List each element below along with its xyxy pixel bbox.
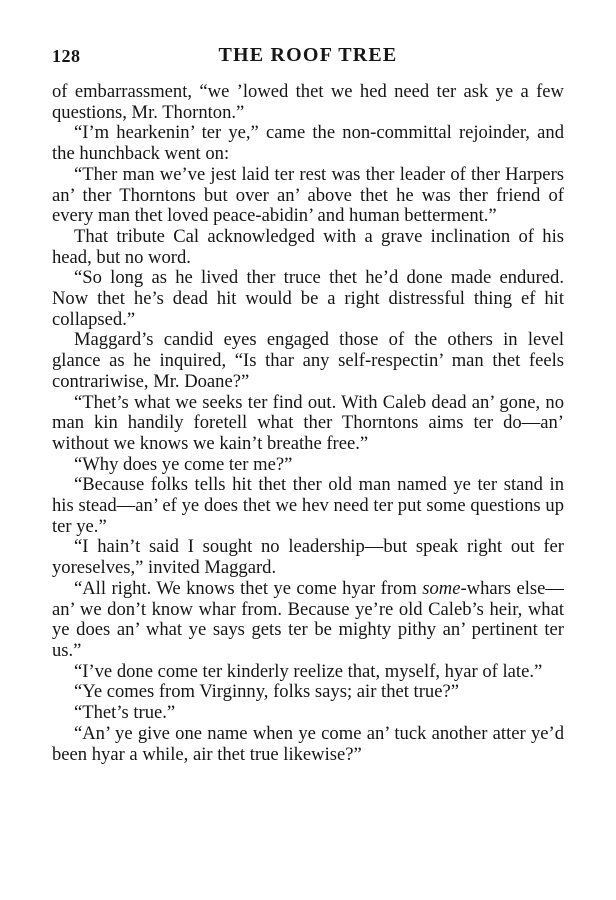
paragraph: “An’ ye give one name when ye come an’ tuck another atter ye’d been hyar a while, air thet true likewise?” [52, 722, 564, 765]
paragraph: “Because folks tells hit thet ther old man named ye ter stand in his stead—an’ ef ye does thet we hev need ter put some questions up ter ye.” [52, 474, 564, 537]
paragraph: “Ye comes from Virginny, folks says; air thet true?” [74, 681, 459, 703]
paragraph: “I’ve done come ter kinderly reelize that, myself, hyar of late.” [74, 660, 543, 682]
paragraph: “Thet’s true.” [74, 702, 176, 724]
paragraph: “I hain’t said I sought no leadership—but speak right out fer yoreselves,” invited Maggard. [52, 536, 564, 579]
body-text [52, 82, 564, 765]
page-header [52, 40, 564, 70]
paragraph: “I’m hearkenin’ ter ye,” came the non-committal rejoinder, and the hunchback went on: [52, 122, 564, 165]
page-number: 128 [52, 46, 81, 66]
paragraph: Maggard’s candid eyes engaged those of the others in level glance as he inquired, “Is thar any self-respectin’ man thet feels contrariwise, Mr. Doane?” [52, 329, 564, 392]
paragraph: of embarrassment, “we ’lowed thet we hed need ter ask ye a few questions, Mr. Thornton.” [52, 81, 564, 123]
italic-text: some- [422, 577, 467, 599]
paragraph-text: whars else—an’ we don’t know whar from. Because ye’re old Caleb’s heir, what ye does an’ what ye says gets ter be mighty pithy an’ pertinent ter us.” [52, 577, 564, 661]
paragraph: “Ther man we’ve jest laid ter rest was ther leader of ther Harpers an’ ther Thorntons but over an’ above thet he was ther friend of every man thet loved peace-abidin’ and human betterment.” [52, 163, 564, 227]
paragraph: “Why does ye come ter me?” [74, 453, 293, 475]
paragraph-text: “All right. We knows thet ye come hyar from [74, 577, 423, 599]
paragraph [52, 579, 564, 662]
running-head: THE ROOF TREE [218, 44, 398, 66]
paragraph: That tribute Cal acknowledged with a grave inclination of his head, but no word. [52, 225, 564, 268]
paragraph: “Thet’s what we seeks ter find out. With Caleb dead an’ gone, no man kin handily foretell what ther Thorntons aims ter do—an’ without we knows we kain’t breathe free.” [52, 391, 564, 454]
book-page [52, 40, 564, 765]
paragraph: “So long as he lived ther truce thet he’d done made endured. Now thet he’s dead hit would be a right distressful thing ef hit collapsed.” [52, 267, 564, 330]
